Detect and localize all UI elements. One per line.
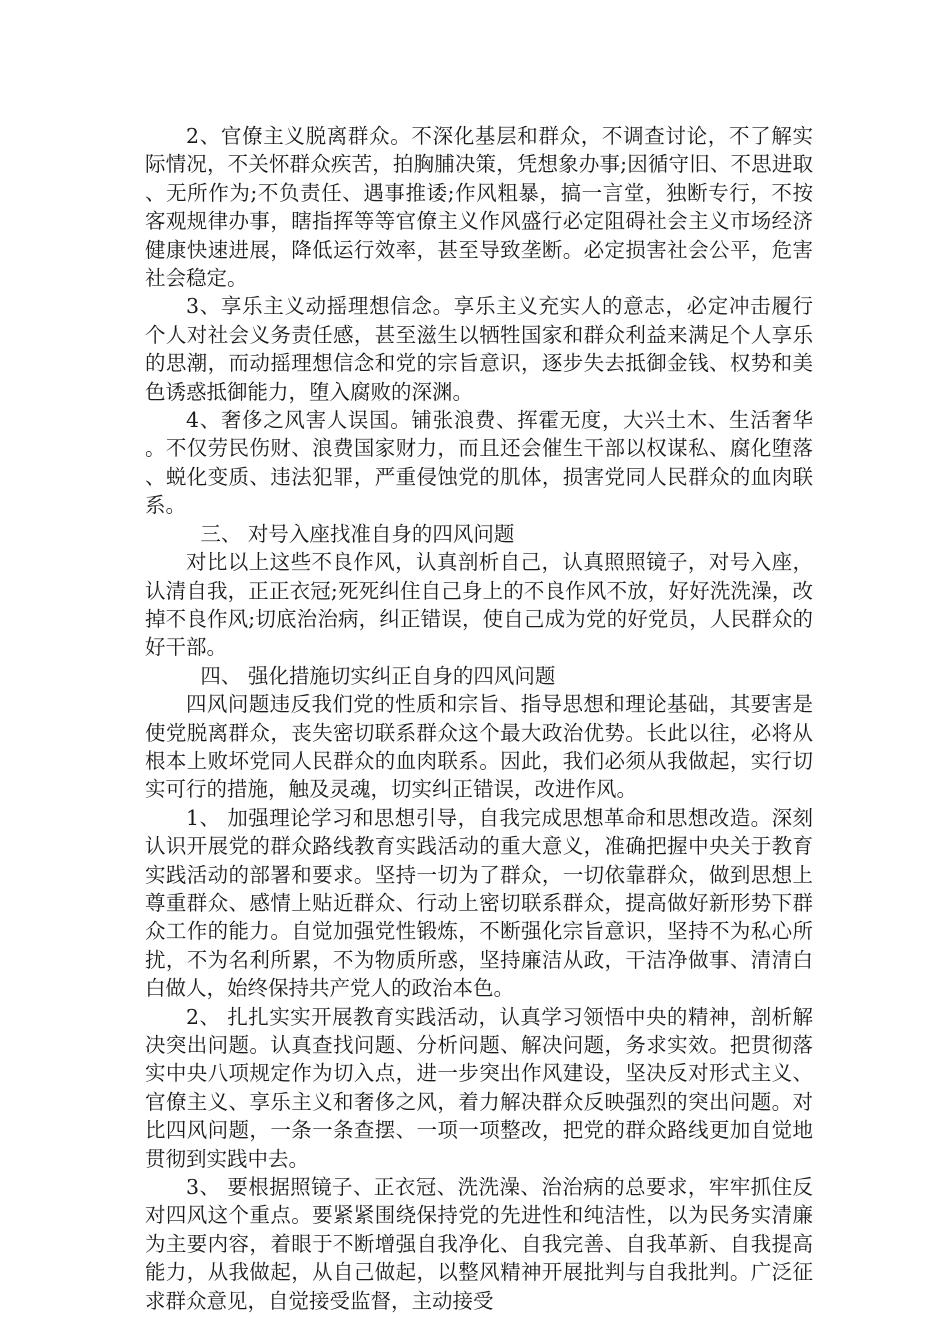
paragraph-self-examination: 对比以上这些不良作风，认真剖析自己，认真照照镜子，对号入座，认清自我，正正衣冠;死死纠住自己身上的不良作风不放，好好洗洗澡，改掉不良作风;切底治治病，纠正错误，使自己成为党的好党员，人民群众的好干部。	[145, 550, 813, 660]
document-body	[145, 122, 813, 1315]
paragraph-hedonism: 3、享乐主义动摇理想信念。享乐主义充实人的意志，必定冲击履行个人对社会义务责任感，甚至滋生以牺牲国家和群众利益来满足个人享乐的思潮，而动摇理想信念和党的宗旨意识，逐步失去抵御金钱、权势和美色诱惑抵御能力，堕入腐败的深渊。	[145, 294, 813, 404]
paragraph-measure-3: 3、 要根据照镜子、正衣冠、洗洗澡、治治病的总要求，牢牢抓住反对四风这个重点。要紧紧围绕保持党的先进性和纯洁性，以为民务实清廉为主要内容，着眼于不断增强自我净化、自我完善、自我革新、自我提高能力，从我做起，从自己做起，以整风精神开展批判与自我批判。广泛征求群众意见，自觉接受监督，主动接受	[145, 1175, 813, 1313]
paragraph-measure-2: 2、 扎扎实实开展教育实践活动，认真学习领悟中央的精神，剖析解决突出问题。认真查找问题、分析问题、解决问题，务求实效。把贯彻落实中央八项规定作为切入点，进一步突出作风建设，坚决反对形式主义、官僚主义、享乐主义和奢侈之风，着力解决群众反映强烈的突出问题。对比四风问题，一条一条查摆、一项一项整改，把党的群众路线更加自觉地贯彻到实践中去。	[145, 1004, 813, 1171]
paragraph-bureaucratism: 2、官僚主义脱离群众。不深化基层和群众，不调查讨论，不了解实际情况，不关怀群众疾苦，拍胸脯决策，凭想象办事;因循守旧、不思进取、无所作为;不负责任、遇事推诿;作风粗暴，搞一言堂，独断专行，不按客观规律办事，瞎指挥等等官僚主义作风盛行必定阻碍社会主义市场经济健康快速进展，降低运行效率，甚至导致垄断。必定损害社会公平，危害社会稳定。	[145, 124, 813, 291]
section-heading-4: 四、 强化措施切实纠正自身的四风问题	[200, 663, 556, 688]
paragraph-measure-1: 1、 加强理论学习和思想引导，自我完成思想革命和思想改造。深刻认识开展党的群众路线教育实践活动的重大意义，准确把握中央关于教育实践活动的部署和要求。坚持一切为了群众，一切依靠群众，做到思想上尊重群众、感情上贴近群众、行动上密切联系群众，提高做好新形势下群众工作的能力。自觉加强党性锻炼，不断强化宗旨意识，坚持不为私心所扰，不为名利所累，不为物质所惑，坚持廉洁从政，干洁净做事、清清白白做人，始终保持共产党人的政治本色。	[145, 805, 813, 1001]
paragraph-extravagance: 4、奢侈之风害人误国。铺张浪费、挥霍无度，大兴土木、生活奢华。不仅劳民伤财、浪费国家财力，而且还会催生干部以权谋私、腐化堕落、蜕化变质、违法犯罪，严重侵蚀党的肌体，损害党同人民群众的血肉联系。	[145, 408, 813, 518]
paragraph-four-styles-intro: 四风问题违反我们党的性质和宗旨、指导思想和理论基础，其要害是使党脱离群众，丧失密切联系群众这个最大政治优势。长此以往，必将从根本上败坏党同人民群众的血肉联系。因此，我们必须从我做起，实行切实可行的措施，触及灵魂，切实纠正错误，改进作风。	[145, 692, 813, 802]
section-heading-3: 三、 对号入座找准自身的四风问题	[200, 521, 515, 546]
